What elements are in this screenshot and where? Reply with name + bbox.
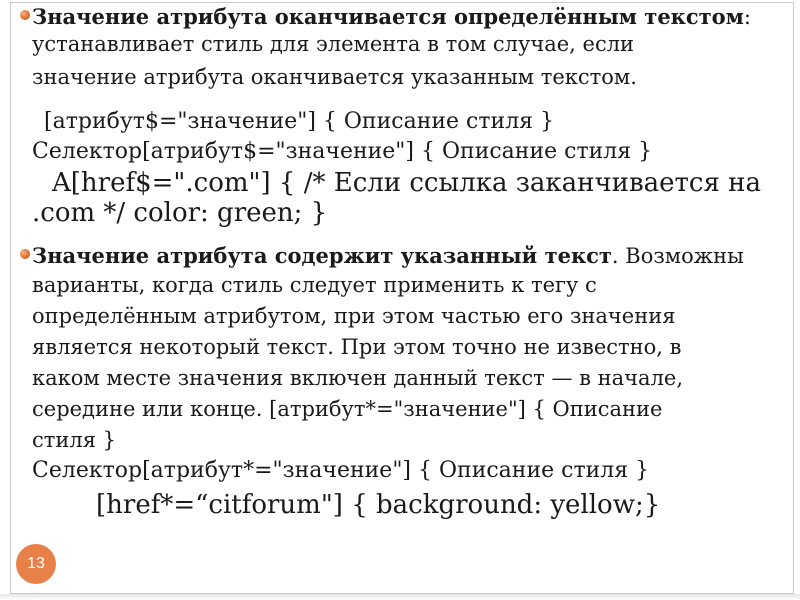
section2-line5: каком месте значения включен данный текст — в начале, (32, 366, 684, 390)
section2-example: [href*=“citforum"] { background: yellow;} (96, 490, 661, 520)
section2-line6: середине или конце. [атрибут*="значение"] { Описание (32, 397, 663, 421)
slide-bottom-shadow (0, 594, 800, 600)
section2-line3: определённым атрибутом, при этом частью его значения (32, 304, 676, 328)
section2-line7: стиля } (32, 428, 116, 452)
slide-number-badge: 13 (16, 544, 56, 584)
section2-line1: Значение атрибута содержит указанный текст. Возможны (32, 243, 744, 268)
section1-line2: значение атрибута оканчивается указанным текстом. (32, 65, 637, 89)
section1-example-line1: A[href$=".com"] { /* Если ссылка заканчивается на (52, 168, 761, 198)
section2-title: Значение атрибута содержит указанный текст (32, 243, 612, 268)
section1-selector-syntax: Селектор[атрибут$="значение"] { Описание стиля } (32, 139, 653, 164)
section1-syntax: [атрибут$="значение"] { Описание стиля } (44, 109, 555, 134)
section2-selector-syntax: Селектор[атрибут*="значение"] { Описание стиля } (32, 458, 650, 483)
section1-title: Значение атрибута оканчивается определённым текстом (32, 4, 744, 29)
section2-line2: варианты, когда стиль следует применить к тегу с (32, 273, 597, 297)
bullet-icon (20, 10, 30, 20)
section1-example-line2: .com */ color: green; } (32, 198, 328, 228)
section1-line1: Значение атрибута оканчивается определённым текстом: (32, 4, 751, 29)
section2-line4: является некоторый текст. При этом точно не известно, в (32, 335, 682, 359)
bullet-icon (20, 249, 30, 259)
section1-line1-rest: устанавливает стиль для элемента в том случае, если (32, 32, 635, 56)
